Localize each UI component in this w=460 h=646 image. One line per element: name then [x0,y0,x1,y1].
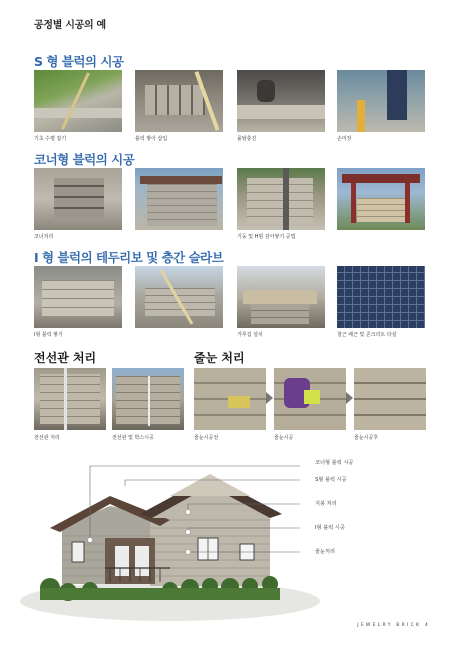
photo-block-stacking [135,70,223,132]
caption-foundation-leveling: 기초 수평 잡기 [34,136,67,142]
caption-mortar-filling: 몰탈충진 [237,136,257,142]
photo-jointing [274,368,346,430]
photo-formwork [237,266,325,328]
caption-hand-plastering: 손미장 [337,136,352,142]
caption-rebar-concrete: 철근 배근 및 콘크리트 타설 [337,332,397,338]
caption-conduit: 전선관 처리 [34,435,60,441]
arrow-icon [346,392,353,404]
house-label-i-block: I형 블럭 시공 [315,525,345,531]
photo-conduit-box [112,368,184,430]
caption-i-block-stacking: I형 블럭 쌓기 [34,332,63,338]
section-title-i-block: I 형 블럭의 테두리보 및 층간 슬라브 [34,250,224,265]
page-title: 공정별 시공의 예 [34,20,106,31]
house-label-s-block: S형 블럭 시공 [315,477,347,483]
photo-corner-house [135,168,223,230]
photo-before-joint [194,368,266,430]
house-label-roof: 지붕 처리 [315,501,337,507]
photo-corner-treatment [34,168,122,230]
photo-pavilion [337,168,425,230]
caption-block-stacking: 블럭 쌓아 삽입 [135,136,168,142]
section-title-s-block: S 형 블럭의 시공 [34,54,124,69]
photo-rebar-concrete [337,266,425,328]
photo-mortar-filling [237,70,325,132]
photo-i-block-stacking [34,266,122,328]
photo-conduit [34,368,106,430]
footer-brand: JEWELRY BRICK 4 [357,623,430,628]
caption-after-joint: 줄눈시공후 [354,435,379,441]
section-title-conduit: 전선관 처리 [34,351,97,365]
photo-bond-beam [135,266,223,328]
house-illustration [20,456,440,626]
caption-before-joint: 줄눈시공전 [194,435,219,441]
photo-foundation-leveling [34,70,122,132]
section-title-corner-block: 코너형 블럭의 시공 [34,152,135,167]
house-label-joint: 줄눈처리 [315,549,336,555]
arrow-icon [266,392,273,404]
house-label-corner-block: 코너형 블럭 시공 [315,460,354,466]
section-title-joint: 줄눈 처리 [194,351,245,365]
photo-hand-plastering [337,70,425,132]
caption-jointing: 줄눈시공 [274,435,294,441]
caption-formwork: 거푸집 설치 [237,332,263,338]
caption-corner-treatment: 코너처리 [34,234,54,240]
caption-column-hbeam: 기둥 및 H빔 감아쌓기 공법 [237,234,296,240]
photo-column-hbeam [237,168,325,230]
photo-after-joint [354,368,426,430]
caption-conduit-box: 전선관 및 박스시공 [112,435,154,441]
